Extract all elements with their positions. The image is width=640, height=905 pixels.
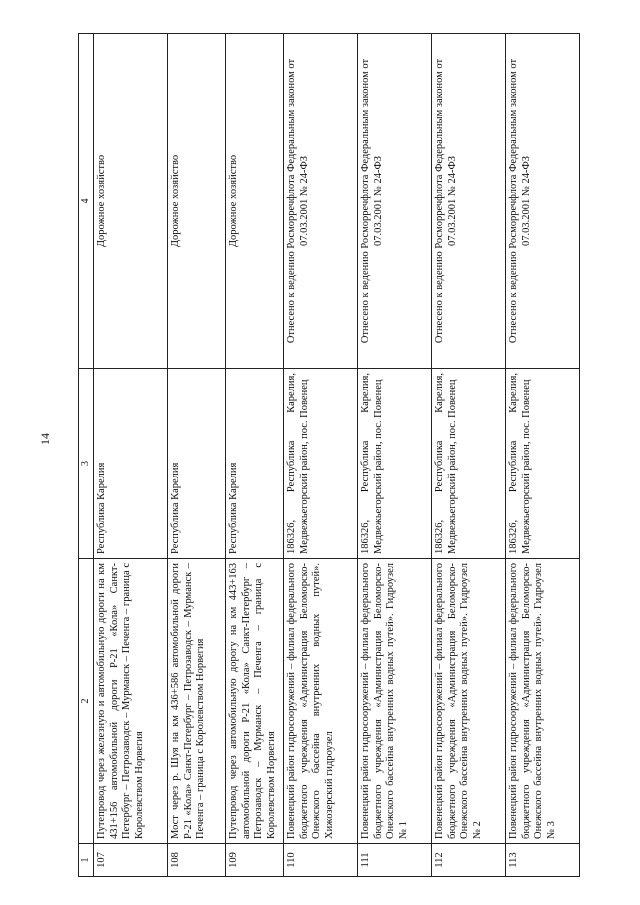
object-note: Дорожное хозяйство: [94, 34, 168, 369]
object-note: Дорожное хозяйство: [168, 34, 226, 369]
object-address: 186326, Республика Карелия, Медвежьегорский район, пос. Повенец: [358, 369, 432, 559]
object-address: 186326, Республика Карелия, Медвежьегорский район, пос. Повенец: [432, 369, 506, 559]
object-address: Республика Карелия: [168, 369, 226, 559]
object-address: 186326, Республика Карелия, Медвежьегорский район, пос. Повенец: [284, 369, 358, 559]
row-number: 110: [284, 844, 358, 877]
header-col-1: 1: [79, 844, 94, 877]
object-name: Повенецкий район гидросооружений – филиал федерального бюджетного учреждения «Администрация Беломорско-Онежского бассейна внутренних водных путей». Гидроузел № 2: [432, 559, 506, 844]
object-note: Отнесено к ведению Росморречфлота Федеральным законом от 07.03.2001 № 24-ФЗ: [506, 34, 580, 369]
object-name: Повенецкий район гидросооружений – филиал федерального бюджетного учреждения «Администрация Беломорско-Онежского бассейна внутренних водных путей». Гидроузел № 3: [506, 559, 580, 844]
row-number: 107: [94, 844, 168, 877]
object-name: Путепровод через автомобильную дорогу на км 443+163 автомобильной дороги Р-21 «Кола» Санкт-Петербург – Петрозаводск – Мурманск – Печенга – граница с Королевством Норвегия: [226, 559, 284, 844]
row-number: 113: [506, 844, 580, 877]
table-row: [226, 34, 284, 877]
row-number: 111: [358, 844, 432, 877]
object-note: Отнесено к ведению Росморречфлота Федеральным законом от 07.03.2001 № 24-ФЗ: [284, 34, 358, 369]
table-row: [432, 34, 506, 877]
object-name: Повенецкий район гидросооружений – филиал федерального бюджетного учреждения «Администрация Беломорско-Онежского бассейна внутренних водных путей». Хижозерский гидроузел: [284, 559, 358, 844]
page-number: 14: [38, 433, 52, 445]
object-note: Отнесено к ведению Росморречфлота Федеральным законом от 07.03.2001 № 24-ФЗ: [358, 34, 432, 369]
object-note: Отнесено к ведению Росморречфлота Федеральным законом от 07.03.2001 № 24-ФЗ: [432, 34, 506, 369]
object-name: Повенецкий район гидросооружений – филиал федерального бюджетного учреждения «Администрация Беломорско-Онежского бассейна внутренних водных путей». Гидроузел № 1: [358, 559, 432, 844]
row-number: 112: [432, 844, 506, 877]
objects-table: [78, 33, 580, 877]
object-address: 186326, Республика Карелия, Медвежьегорский район, пос. Повенец: [506, 369, 580, 559]
table-header-row: [79, 34, 94, 877]
header-col-2: 2: [79, 559, 94, 844]
table-row: [168, 34, 226, 877]
table-row: [358, 34, 432, 877]
table-row: [284, 34, 358, 877]
row-number: 109: [226, 844, 284, 877]
object-name: Путепровод через железную и автомобильную дороги на км 431+156 автомобильной дороги Р-21 «Кола» Санкт-Петербург – Петрозаводск – Мурманск – Печенга – граница с Королевством Норвегия: [94, 559, 168, 844]
table-row: [506, 34, 580, 877]
row-number: 108: [168, 844, 226, 877]
object-name: Мост через р. Шуя на км 436+586 автомобильной дороги Р-21 «Кола» Санкт-Петербург – Петрозаводск – Мурманск – Печенга – граница с Королевством Норвегия: [168, 559, 226, 844]
header-col-4: 4: [79, 34, 94, 369]
header-col-3: 3: [79, 369, 94, 559]
table-row: [94, 34, 168, 877]
object-address: Республика Карелия: [226, 369, 284, 559]
object-note: Дорожное хозяйство: [226, 34, 284, 369]
object-address: Республика Карелия: [94, 369, 168, 559]
rotated-table-container: [78, 34, 629, 877]
